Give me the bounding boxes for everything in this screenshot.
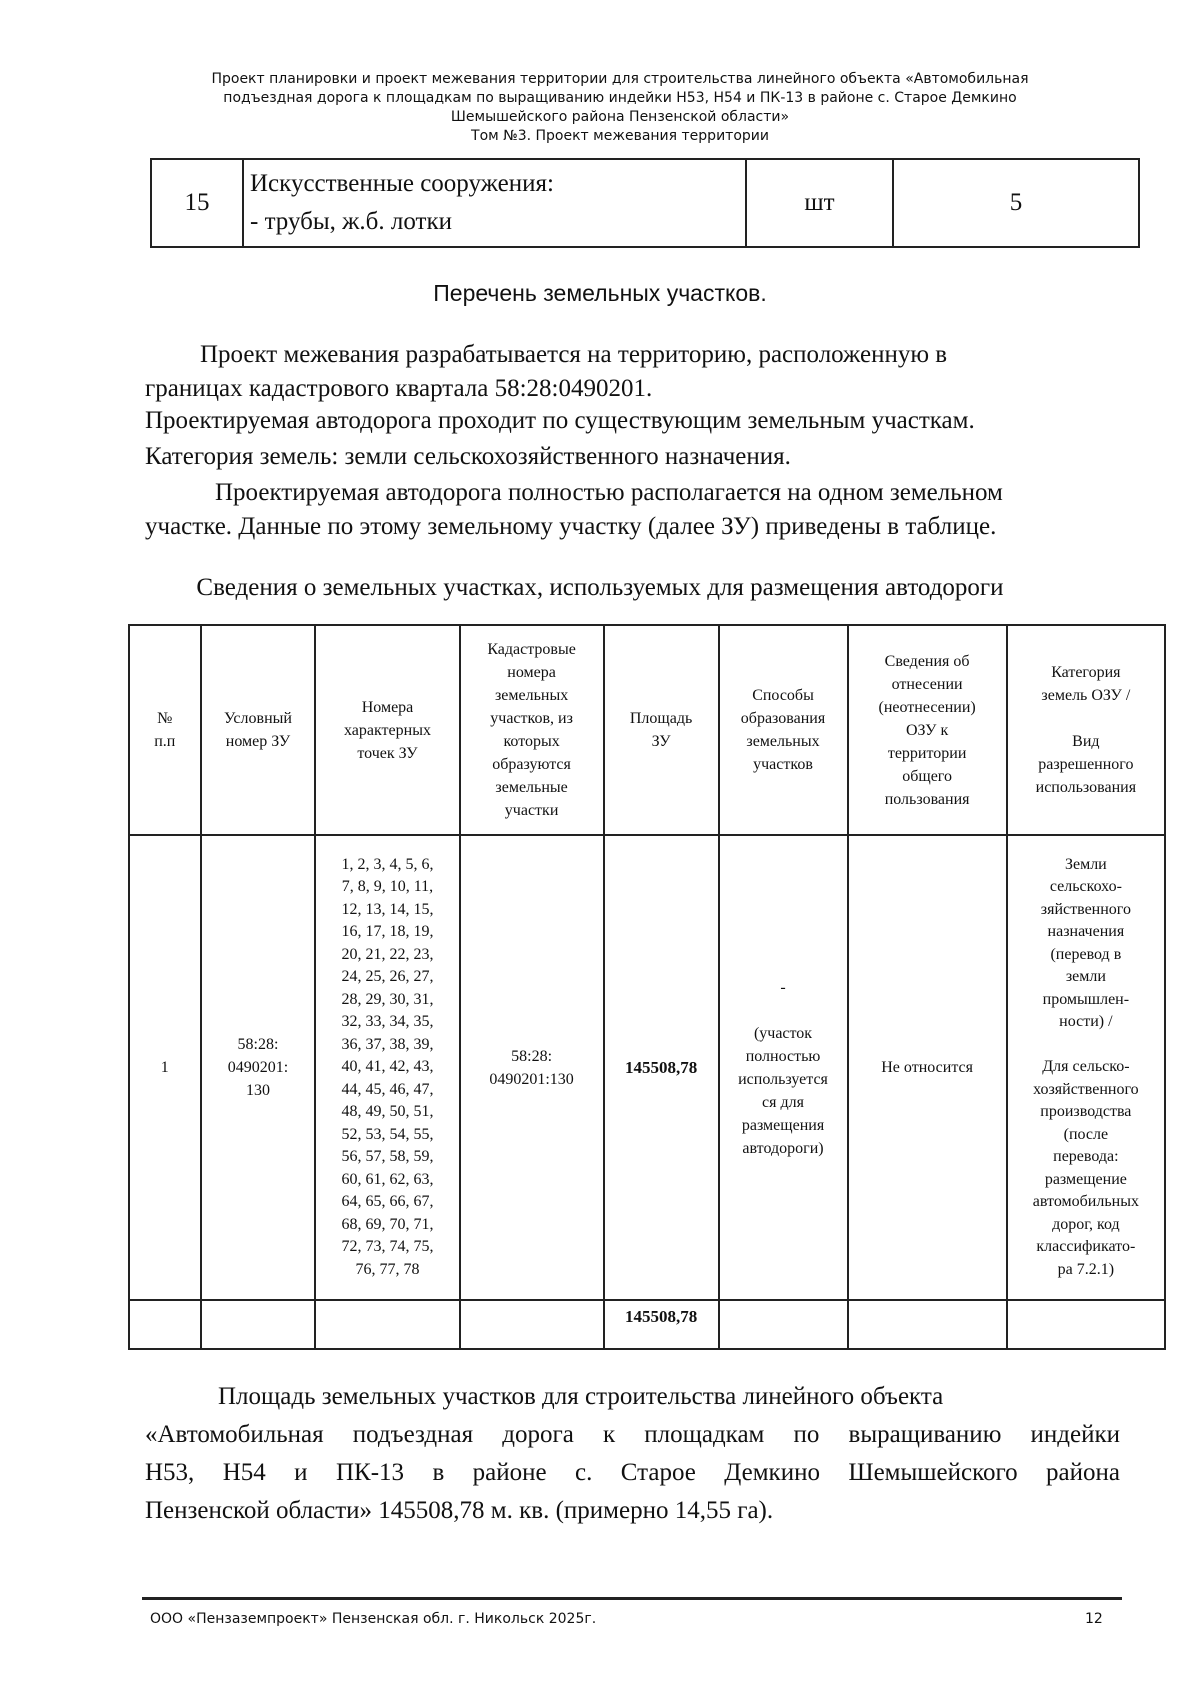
empty-cell: [1007, 1300, 1165, 1349]
row-unit: шт: [746, 159, 893, 247]
conclusion-line: Н53, Н54 и ПК-13 в районе с. Старое Демкино Шемышейского района: [145, 1459, 1120, 1486]
cell-line: (неотнесении): [878, 698, 976, 716]
header-cell: [315, 625, 459, 835]
cell-line: используется: [738, 1070, 828, 1088]
cell-line: автодороги): [742, 1139, 824, 1157]
cell-line: которых: [503, 733, 560, 750]
cell-line: 68, 69, 70, 71,: [341, 1215, 434, 1233]
conclusion-line: Площадь земельных участков для строительства линейного объекта: [218, 1383, 944, 1410]
cell-line: образования: [740, 710, 826, 727]
cell-line: характерных: [343, 721, 431, 739]
cell-line: назначения: [1047, 923, 1125, 941]
land-plots-table: [128, 624, 1166, 1350]
cell-line: сельскохо-: [1049, 878, 1122, 896]
cell-line: полностью: [745, 1047, 821, 1065]
header-cell: [604, 625, 719, 835]
cell-line: классификато-: [1036, 1238, 1136, 1256]
empty-cell: [201, 1300, 316, 1349]
cell-line: 0490201:130: [489, 1070, 574, 1088]
cell-line: земли: [1065, 968, 1106, 986]
table-header-row: [129, 625, 1165, 835]
conclusion-line: Пензенской области» 145508,78 м. кв. (примерно 14,55 га).: [145, 1497, 774, 1524]
paragraph: [145, 338, 1120, 406]
cell-line: автомобильных: [1032, 1193, 1139, 1211]
header-line: Шемышейского района Пензенской области»: [450, 109, 790, 125]
cell-line: использования: [1035, 779, 1137, 796]
row-number: 15: [151, 159, 243, 247]
cell-line: Кадастровые: [487, 641, 576, 658]
cell-line: размещения: [741, 1116, 825, 1134]
section-title: Перечень земельных участков.: [433, 280, 767, 306]
cell-line: участков: [753, 756, 813, 773]
cell-line: 0490201:: [227, 1059, 289, 1076]
plot-area: 145508,78: [604, 835, 719, 1300]
header-line: Проект планировки и проект межевания территории для строительства линейного объекта «Автомобильная: [211, 71, 1029, 87]
cell-line: (после: [1063, 1125, 1109, 1143]
paragraph: Проектируемая автодорога проходит по существующим земельным участкам.: [145, 407, 975, 434]
row-number: 1: [129, 835, 201, 1300]
cell-line: 64, 65, 66, 67,: [341, 1193, 434, 1211]
footer-divider: [142, 1597, 1122, 1600]
cell-line: Сведения об: [884, 652, 970, 670]
row-name: [243, 159, 746, 247]
cell-line: участков, из: [490, 710, 573, 727]
cell-line: 16, 17, 18, 19,: [341, 923, 434, 941]
cell-line: 44, 45, 46, 47,: [341, 1080, 434, 1098]
cell-line: 12, 13, 14, 15,: [341, 900, 434, 918]
cell-line: (участок: [753, 1024, 813, 1042]
cell-line: 60, 61, 62, 63,: [341, 1170, 434, 1188]
document-header: [140, 70, 1100, 146]
header-line: Том №3. Проект межевания территории: [471, 128, 769, 144]
cell-line: Земли: [1064, 855, 1107, 873]
header-cell: [848, 625, 1007, 835]
empty-cell: [848, 1300, 1007, 1349]
cell-line: п.п: [154, 733, 176, 750]
header-line: подъездная дорога к площадкам по выращиванию индейки Н53, Н54 и ПК-13 в районе с. Старое Демкино: [223, 90, 1017, 106]
cell-line: пользования: [884, 790, 970, 808]
cell-line: 76, 77, 78: [355, 1260, 420, 1278]
cell-line: 130: [245, 1082, 270, 1099]
cell-line: точек ЗУ: [357, 744, 418, 762]
paragraph: Категория земель: земли сельскохозяйственного назначения.: [145, 443, 791, 470]
paragraph-text: Проектируемая автодорога полностью располагается на одном земельном: [215, 479, 1003, 506]
footer-text: ООО «Пензаземпроект» Пензенская обл. г. Никольск 2025г.: [150, 1611, 597, 1627]
cell-line: Категория: [1051, 664, 1121, 681]
empty-cell: [719, 1300, 848, 1349]
cell-line: (перевод в: [1050, 945, 1122, 963]
cell-line: общего: [902, 767, 952, 785]
cell-line: ОЗУ к: [905, 721, 949, 739]
cell-line: 28, 29, 30, 31,: [341, 990, 434, 1008]
cell-line: Площадь: [629, 710, 693, 727]
empty-cell: [129, 1300, 201, 1349]
empty-cell: [460, 1300, 604, 1349]
cell-line: ности) /: [1059, 1013, 1113, 1031]
cell-line: №: [157, 710, 173, 727]
cell-line: Номера: [361, 698, 414, 716]
table-row: [151, 159, 1139, 247]
row-name-line: Искусственные сооружения:: [250, 170, 554, 197]
row-quantity: 5: [893, 159, 1139, 247]
cell-line: Для сельско-: [1042, 1058, 1130, 1076]
paragraph: [145, 476, 1120, 544]
cell-line: 58:28:: [237, 1036, 279, 1053]
cell-line: 32, 33, 34, 35,: [341, 1013, 434, 1031]
header-cell: [201, 625, 316, 835]
cadastral-numbers: [460, 835, 604, 1300]
cell-line: [720, 999, 847, 1022]
public-use-relation: Не относится: [848, 835, 1007, 1300]
page-number: 12: [1085, 1611, 1103, 1627]
cell-line: размещение: [1044, 1170, 1127, 1188]
row-name-line: - трубы, ж.б. лотки: [250, 208, 453, 235]
cell-line: зяйственного: [1040, 900, 1131, 918]
cell-line: промышлен-: [1042, 990, 1130, 1008]
cell-line: земель ОЗУ /: [1041, 687, 1131, 704]
table-row: [129, 835, 1165, 1300]
cell-line: 1, 2, 3, 4, 5, 6,: [341, 855, 434, 873]
cell-line: номера: [507, 664, 556, 681]
structures-table: [150, 158, 1140, 248]
header-cell: [1007, 625, 1165, 835]
header-cell: [129, 625, 201, 835]
table-total-row: [129, 1300, 1165, 1349]
cell-line: ЗУ: [651, 733, 671, 750]
table-caption: Сведения о земельных участках, используемых для размещения автодороги: [196, 574, 1004, 601]
header-cell: [719, 625, 848, 835]
cell-line: 48, 49, 50, 51,: [341, 1103, 434, 1121]
cell-line: хозяйственного: [1033, 1080, 1139, 1098]
cell-line: 36, 37, 38, 39,: [341, 1035, 434, 1053]
empty-cell: [315, 1300, 459, 1349]
header-cell: [460, 625, 604, 835]
conclusion-line: «Автомобильная подъездная дорога к площадкам по выращиванию индейки: [145, 1421, 1120, 1448]
cell-line: земельных: [494, 687, 569, 704]
paragraph-text: границах кадастрового квартала 58:28:0490201.: [145, 375, 653, 402]
cell-line: номер ЗУ: [225, 733, 291, 750]
characteristic-points: [315, 835, 459, 1300]
cell-line: [1008, 1034, 1164, 1057]
cell-line: 7, 8, 9, 10, 11,: [341, 878, 434, 896]
cell-line: 20, 21, 22, 23,: [341, 945, 434, 963]
cell-line: отнесении: [891, 675, 963, 693]
cell-line: земельные: [495, 779, 568, 796]
cell-line: дорог, код: [1052, 1215, 1120, 1233]
paragraph-text: участке. Данные по этому земельному участку (далее ЗУ) приведены в таблице.: [145, 513, 997, 540]
land-category: [1007, 835, 1165, 1300]
cell-line: 72, 73, 74, 75,: [341, 1238, 434, 1256]
cell-line: участки: [504, 802, 559, 819]
total-area: 145508,78: [604, 1300, 719, 1349]
cell-line: Вид: [1072, 733, 1100, 750]
cell-line: -: [780, 978, 786, 996]
cell-line: Условный: [224, 710, 292, 727]
cell-line: ся для: [762, 1093, 804, 1111]
cell-line: земельных: [746, 733, 820, 750]
cell-line: 40, 41, 42, 43,: [341, 1058, 434, 1076]
cell-line: 56, 57, 58, 59,: [341, 1148, 434, 1166]
formation-method: [719, 835, 848, 1300]
conditional-number: [201, 835, 316, 1300]
cell-line: [1008, 707, 1164, 730]
conclusion-paragraph: [145, 1378, 1120, 1530]
cell-line: разрешенного: [1038, 756, 1134, 773]
cell-line: территории: [887, 744, 967, 762]
cell-line: перевода:: [1053, 1148, 1119, 1166]
cell-line: 58:28:: [511, 1047, 553, 1065]
cell-line: 24, 25, 26, 27,: [341, 968, 434, 986]
cell-line: производства: [1040, 1103, 1132, 1121]
cell-line: 52, 53, 54, 55,: [341, 1125, 434, 1143]
cell-line: Способы: [752, 687, 814, 704]
cell-line: образуются: [492, 756, 571, 773]
paragraph-text: Проект межевания разрабатывается на территорию, расположенную в: [200, 341, 948, 368]
cell-line: ра 7.2.1): [1057, 1260, 1115, 1278]
